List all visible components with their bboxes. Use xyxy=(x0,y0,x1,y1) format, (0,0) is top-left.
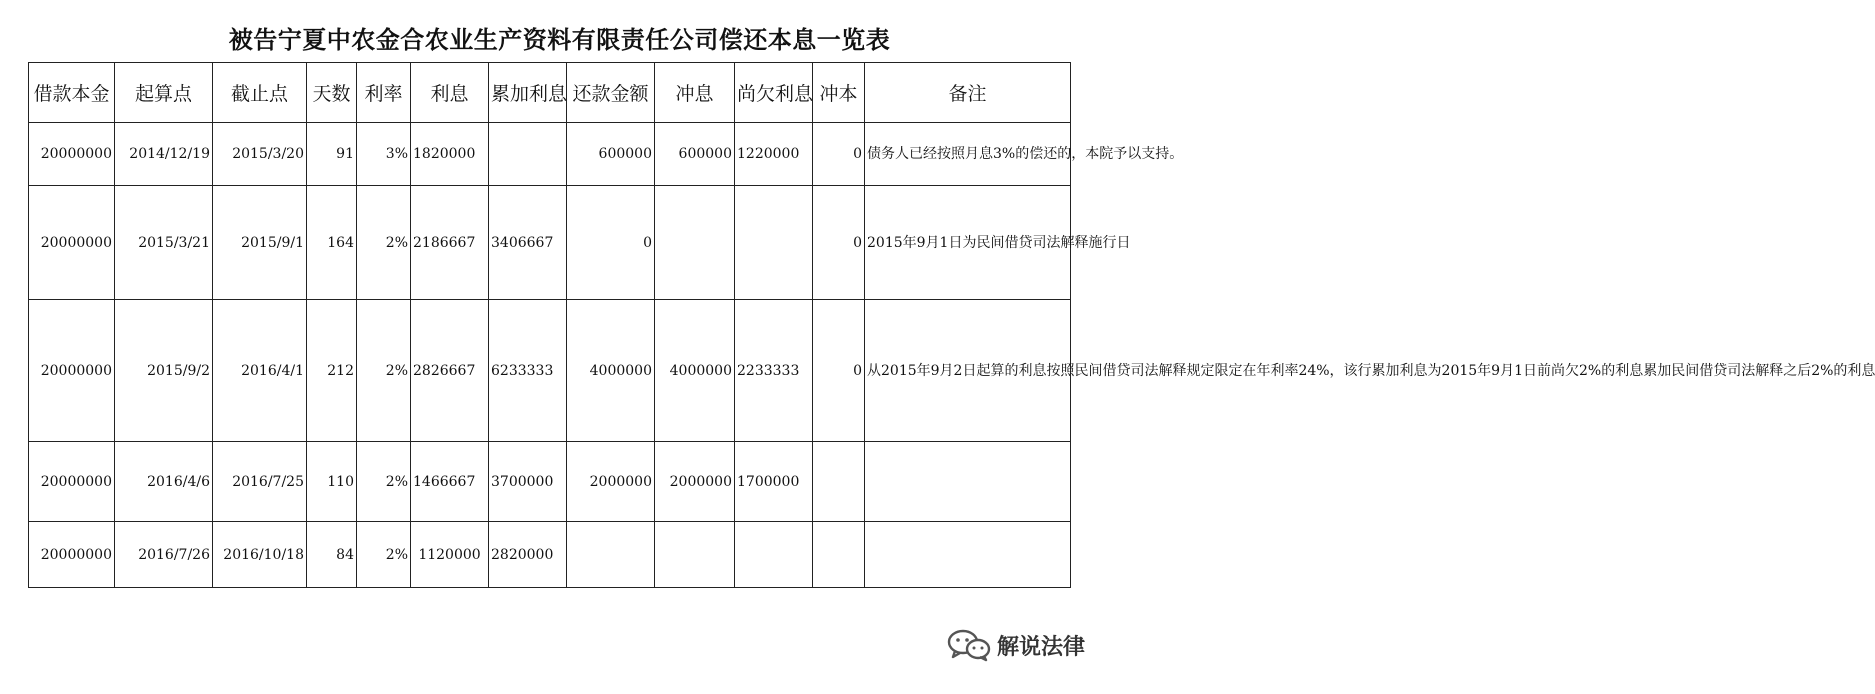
cell-end: 2016/4/1 xyxy=(213,300,307,442)
col-header-offset-interest: 冲息 xyxy=(655,63,735,123)
cell-rate: 2% xyxy=(357,186,411,300)
cell-owed-interest xyxy=(735,186,813,300)
col-header-repayment: 还款金额 xyxy=(567,63,655,123)
cell-repayment xyxy=(567,522,655,588)
cell-note: 债务人已经按照月息3%的偿还的，本院予以支持。 xyxy=(865,123,1071,186)
cell-note: 2015年9月1日为民间借贷司法解释施行日 xyxy=(865,186,1071,300)
cell-days: 212 xyxy=(307,300,357,442)
col-header-days: 天数 xyxy=(307,63,357,123)
repayment-table xyxy=(28,62,1875,588)
cell-offset-principal xyxy=(813,442,865,522)
cell-cumulative: 2820000 xyxy=(489,522,567,588)
cell-offset-principal: 0 xyxy=(813,123,865,186)
cell-cumulative: 3700000 xyxy=(489,442,567,522)
cell-offset-principal: 0 xyxy=(813,186,865,300)
col-header-offset-principal: 冲本 xyxy=(813,63,865,123)
cell-owed-interest: 2233333 xyxy=(735,300,813,442)
col-header-owed-interest: 尚欠利息 xyxy=(735,63,813,123)
cell-end: 2016/10/18 xyxy=(213,522,307,588)
cell-days: 84 xyxy=(307,522,357,588)
cell-rate: 2% xyxy=(357,522,411,588)
cell-end: 2015/9/1 xyxy=(213,186,307,300)
cell-rate: 2% xyxy=(357,442,411,522)
cell-offset-interest xyxy=(655,522,735,588)
cell-note xyxy=(865,442,1071,522)
cell-principal: 20000000 xyxy=(29,123,115,186)
cell-principal: 20000000 xyxy=(29,442,115,522)
cell-rate: 2% xyxy=(357,300,411,442)
cell-start: 2014/12/19 xyxy=(115,123,213,186)
table-row xyxy=(29,123,1071,186)
cell-interest: 1466667 xyxy=(411,442,489,522)
table-row xyxy=(29,186,1071,300)
cell-interest: 2186667 xyxy=(411,186,489,300)
cell-note xyxy=(865,522,1071,588)
cell-repayment: 2000000 xyxy=(567,442,655,522)
cell-offset-principal: 0 xyxy=(813,300,865,442)
cell-principal: 20000000 xyxy=(29,522,115,588)
col-header-principal: 借款本金 xyxy=(29,63,115,123)
cell-owed-interest xyxy=(735,522,813,588)
cell-offset-interest: 600000 xyxy=(655,123,735,186)
col-header-end: 截止点 xyxy=(213,63,307,123)
cell-cumulative: 3406667 xyxy=(489,186,567,300)
cell-principal: 20000000 xyxy=(29,186,115,300)
cell-offset-interest: 2000000 xyxy=(655,442,735,522)
col-header-start: 起算点 xyxy=(115,63,213,123)
col-header-note: 备注 xyxy=(865,63,1071,123)
cell-start: 2016/4/6 xyxy=(115,442,213,522)
col-header-interest: 利息 xyxy=(411,63,489,123)
cell-offset-interest xyxy=(655,186,735,300)
table-row xyxy=(29,442,1071,522)
cell-owed-interest: 1220000 xyxy=(735,123,813,186)
header-row xyxy=(29,63,1071,123)
cell-interest: 1120000 xyxy=(411,522,489,588)
cell-cumulative xyxy=(489,123,567,186)
cell-end: 2016/7/25 xyxy=(213,442,307,522)
cell-offset-principal xyxy=(813,522,865,588)
cell-end: 2015/3/20 xyxy=(213,123,307,186)
cell-note: 从2015年9月2日起算的利息按照民间借贷司法解释规定限定在年利率24%，该行累加利息为2015年9月1日前尚欠2%的利息累加民间借贷司法解释之后2%的利息 xyxy=(865,300,1071,442)
cell-owed-interest: 1700000 xyxy=(735,442,813,522)
cell-start: 2015/3/21 xyxy=(115,186,213,300)
cell-rate: 3% xyxy=(357,123,411,186)
table-row xyxy=(29,300,1071,442)
cell-interest: 2826667 xyxy=(411,300,489,442)
cell-repayment: 0 xyxy=(567,186,655,300)
page-title: 被告宁夏中农金合农业生产资料有限责任公司偿还本息一览表 xyxy=(228,25,891,54)
cell-start: 2016/7/26 xyxy=(115,522,213,588)
col-header-cumulative: 累加利息 xyxy=(489,63,567,123)
cell-cumulative: 6233333 xyxy=(489,300,567,442)
table-row xyxy=(29,522,1071,588)
cell-start: 2015/9/2 xyxy=(115,300,213,442)
cell-repayment: 600000 xyxy=(567,123,655,186)
col-header-rate: 利率 xyxy=(357,63,411,123)
cell-offset-interest: 4000000 xyxy=(655,300,735,442)
cell-days: 164 xyxy=(307,186,357,300)
watermark xyxy=(947,627,1085,663)
watermark-text: 解说法律 xyxy=(996,634,1085,660)
cell-repayment: 4000000 xyxy=(567,300,655,442)
cell-interest: 1820000 xyxy=(411,123,489,186)
wechat-icon xyxy=(947,629,991,661)
cell-principal: 20000000 xyxy=(29,300,115,442)
cell-days: 110 xyxy=(307,442,357,522)
cell-days: 91 xyxy=(307,123,357,186)
